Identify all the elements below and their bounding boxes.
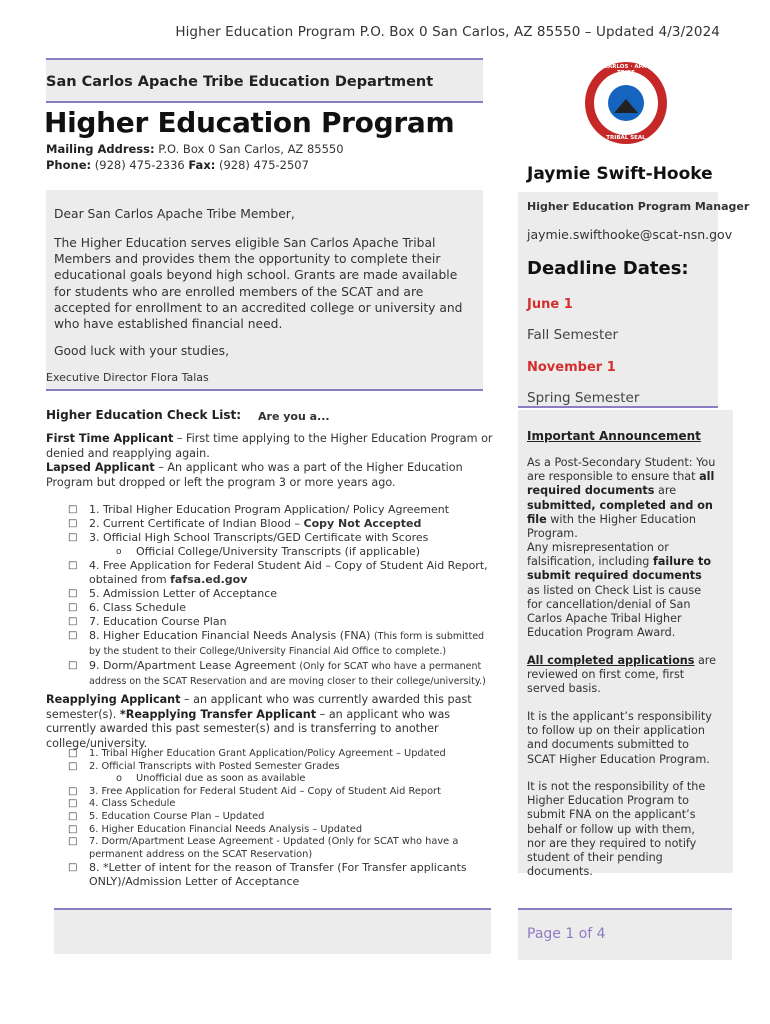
list-item-text: 4. Free Application for Federal Student Aid – Copy of Student Aid Report, obtained from bbox=[89, 559, 488, 586]
list-item-text: 9. Dorm/Apartment Lease Agreement bbox=[89, 659, 300, 672]
deadline-date: June 1 bbox=[527, 297, 573, 312]
announcement-paragraph bbox=[527, 654, 717, 697]
contact-info bbox=[46, 141, 344, 173]
transfer-text: – an applicant who was currently awarded this past semester(s) and is transferring to another college/university. bbox=[46, 707, 451, 751]
fax-label: Fax: bbox=[188, 158, 216, 172]
text: Any misrepresentation or falsification, including bbox=[527, 541, 669, 569]
announcement-paragraph bbox=[527, 541, 717, 640]
reapplying-applicant-desc bbox=[46, 693, 501, 752]
footer-panel-left bbox=[54, 910, 491, 954]
text: with the Higher Education Program. bbox=[527, 512, 696, 541]
letter-greeting: Dear San Carlos Apache Tribe Member, bbox=[54, 207, 295, 221]
seal-bottom-text: TRIBAL SEAL bbox=[606, 135, 646, 141]
list-item bbox=[68, 503, 498, 517]
announcement-heading: Important Announcement bbox=[527, 429, 701, 443]
reapply-text: – an applicant who was currently awarded this past semester(s). bbox=[46, 693, 472, 721]
list-item bbox=[68, 861, 498, 889]
list-item bbox=[68, 531, 498, 545]
list-item-text: 5. Education Course Plan – Updated bbox=[89, 810, 265, 822]
list-subitem bbox=[68, 545, 498, 559]
emphasis: submitted, completed and on file bbox=[527, 498, 713, 526]
checkbox-icon: □ bbox=[68, 748, 78, 759]
checkbox-icon: □ bbox=[68, 785, 78, 797]
lapsed-label: Lapsed Applicant bbox=[46, 461, 155, 474]
text: As a Post-Secondary Student: You are responsible to ensure that bbox=[527, 456, 716, 484]
checkbox-icon: □ bbox=[68, 560, 78, 571]
list-subitem bbox=[68, 773, 498, 786]
list-item bbox=[68, 811, 498, 824]
manager-title: Higher Education Program Manager bbox=[527, 200, 750, 213]
list-item bbox=[68, 761, 498, 774]
divider bbox=[518, 406, 718, 408]
emphasis: all required documents bbox=[527, 470, 715, 498]
list-item-text: 6. Higher Education Financial Needs Analysis – Updated bbox=[89, 823, 363, 835]
list-item bbox=[68, 748, 498, 761]
bullet-icon: o bbox=[116, 547, 122, 557]
divider bbox=[46, 389, 483, 391]
list-item bbox=[68, 786, 498, 799]
text: are bbox=[654, 484, 677, 498]
first-time-checklist bbox=[68, 503, 498, 689]
seal-top-text: SAN CARLOS · APACHE · bbox=[589, 64, 663, 70]
announcement-paragraph bbox=[527, 456, 717, 541]
list-item-text: 7. Education Course Plan bbox=[89, 615, 227, 628]
seal-inner-ring bbox=[594, 71, 658, 135]
list-item-text: 8. Higher Education Financial Needs Analysis (FNA) bbox=[89, 629, 374, 642]
list-item bbox=[68, 659, 498, 689]
list-item bbox=[68, 798, 498, 811]
list-item bbox=[68, 517, 498, 531]
checkbox-icon: □ bbox=[68, 823, 78, 835]
list-item-text: 3. Free Application for Federal Student Aid – Copy of Student Aid Report bbox=[89, 785, 441, 797]
list-item bbox=[68, 559, 498, 587]
first-time-text: – First time applying to the Higher Education Program or denied and reapplying again. bbox=[46, 432, 493, 460]
fafsa-link[interactable]: fafsa.ed.gov bbox=[170, 573, 248, 586]
list-item-text: 1. Tribal Higher Education Program Application/ Policy Agreement bbox=[89, 503, 450, 516]
letter-body: The Higher Education serves eligible San Carlos Apache Tribal Members and provides them the opportunity to complete their educational goals beyond high school. Grants are made available for students who are enrolled members of the SCAT and are accepted for enrollment to an accredited college or university and who have established financial need. bbox=[54, 236, 463, 332]
deadline-semester: Fall Semester bbox=[527, 327, 619, 343]
tribe-seal-logo bbox=[585, 62, 667, 144]
list-item bbox=[68, 629, 498, 659]
list-item-text: 5. Admission Letter of Acceptance bbox=[89, 587, 278, 600]
list-item bbox=[68, 836, 498, 861]
phone-label: Phone: bbox=[46, 158, 92, 172]
mailing-address: P.O. Box 0 San Carlos, AZ 85550 bbox=[158, 142, 344, 156]
letter-signature: Executive Director Flora Talas bbox=[46, 371, 209, 384]
first-time-applicant-desc bbox=[46, 432, 501, 461]
list-item bbox=[68, 587, 498, 601]
checkbox-icon: □ bbox=[68, 836, 78, 848]
page-number: Page 1 of 4 bbox=[527, 926, 606, 942]
text: as listed on Check List is cause for cancellation/denial of San Carlos Apache Tribal Higher Education Program Award. bbox=[527, 583, 702, 640]
mountain-icon bbox=[614, 99, 638, 113]
fax-number: (928) 475-2507 bbox=[219, 158, 309, 172]
letter-closing: Good luck with your studies, bbox=[54, 344, 229, 358]
checkbox-icon: □ bbox=[68, 630, 78, 641]
manager-name: Jaymie Swift-Hooke bbox=[527, 164, 713, 184]
emphasis: failure to submit required documents bbox=[527, 555, 712, 583]
list-item-note: (This form is submitted by the student to their College/University Financial Aid Office to complete.) bbox=[89, 631, 485, 657]
department-name: San Carlos Apache Tribe Education Department bbox=[46, 74, 434, 90]
text: are reviewed on first come, first served basis. bbox=[527, 654, 717, 696]
checklist-subheading: Are you a... bbox=[258, 410, 330, 423]
checkbox-icon: □ bbox=[68, 810, 78, 822]
list-item-text: 2. Current Certificate of Indian Blood – bbox=[89, 517, 304, 530]
list-item-text: 7. Dorm/Apartment Lease Agreement - Updated (Only for SCAT who have a permanent address on the SCAT Reservation) bbox=[89, 836, 459, 860]
announcement-paragraph: It is the applicant’s responsibility to follow up on their application and documents submitted to SCAT Higher Education Program. bbox=[527, 710, 712, 766]
list-item-emphasis: Copy Not Accepted bbox=[303, 517, 422, 530]
checkbox-icon: □ bbox=[68, 532, 78, 543]
checkbox-icon: □ bbox=[68, 660, 78, 671]
emphasis: All completed applications bbox=[527, 654, 695, 667]
reapplying-checklist bbox=[68, 748, 498, 889]
list-item-text: 4. Class Schedule bbox=[89, 798, 176, 810]
page-header: Higher Education Program P.O. Box 0 San Carlos, AZ 85550 – Updated 4/3/2024 bbox=[175, 24, 720, 40]
divider bbox=[46, 101, 483, 103]
checkbox-icon: □ bbox=[68, 862, 78, 874]
seal-center-icon bbox=[608, 85, 644, 121]
list-item-text: 3. Official High School Transcripts/GED Certificate with Scores bbox=[89, 531, 429, 544]
list-item-text: 2. Official Transcripts with Posted Semester Grades bbox=[89, 760, 340, 772]
first-time-label: First Time Applicant bbox=[46, 432, 174, 445]
checkbox-icon: □ bbox=[68, 798, 78, 810]
deadline-date: November 1 bbox=[527, 360, 616, 375]
checkbox-icon: □ bbox=[68, 518, 78, 529]
transfer-label: *Reapplying Transfer Applicant bbox=[119, 707, 317, 721]
list-item bbox=[68, 824, 498, 837]
bullet-icon: o bbox=[116, 773, 122, 785]
reapply-label: Reapplying Applicant bbox=[46, 693, 181, 706]
list-item-note: (Only for SCAT who have a permanent address on the SCAT Reservation and are moving closer to their college/university.) bbox=[89, 661, 486, 687]
announcement-paragraph: It is not the responsibility of the Higher Education Program to submit FNA on the applicant’s behalf or follow up with them, nor are they required to notify student of their pending documents. bbox=[527, 780, 706, 879]
page-title: Higher Education Program bbox=[44, 106, 455, 139]
list-item-text: 1. Tribal Higher Education Grant Application/Policy Agreement – Updated bbox=[89, 748, 446, 759]
list-item bbox=[68, 601, 498, 615]
checkbox-icon: □ bbox=[68, 616, 78, 627]
list-item bbox=[68, 615, 498, 629]
list-subitem-text: Official College/University Transcripts (if applicable) bbox=[136, 545, 421, 558]
manager-email-link[interactable]: jaymie.swifthooke@scat-nsn.gov bbox=[527, 227, 733, 242]
deadlines-heading: Deadline Dates: bbox=[527, 258, 689, 279]
list-subitem-text: Unofficial due as soon as available bbox=[136, 773, 306, 785]
lapsed-applicant-desc bbox=[46, 461, 501, 490]
phone-number: (928) 475-2336 bbox=[94, 158, 185, 172]
checkbox-icon: □ bbox=[68, 602, 78, 613]
list-item-text: 8. *Letter of intent for the reason of Transfer (For Transfer applicants ONLY)/Admission Letter of Acceptance bbox=[89, 861, 467, 889]
checkbox-icon: □ bbox=[68, 504, 78, 515]
checkbox-icon: □ bbox=[68, 760, 78, 772]
deadline-semester: Spring Semester bbox=[527, 390, 640, 406]
checkbox-icon: □ bbox=[68, 588, 78, 599]
lapsed-text: – An applicant who was a part of the Higher Education Program but dropped or left the program 3 or more years ago. bbox=[46, 461, 463, 489]
mailing-label: Mailing Address: bbox=[46, 142, 155, 156]
checklist-heading: Higher Education Check List: bbox=[46, 408, 242, 422]
list-item-text: 6. Class Schedule bbox=[89, 601, 186, 614]
